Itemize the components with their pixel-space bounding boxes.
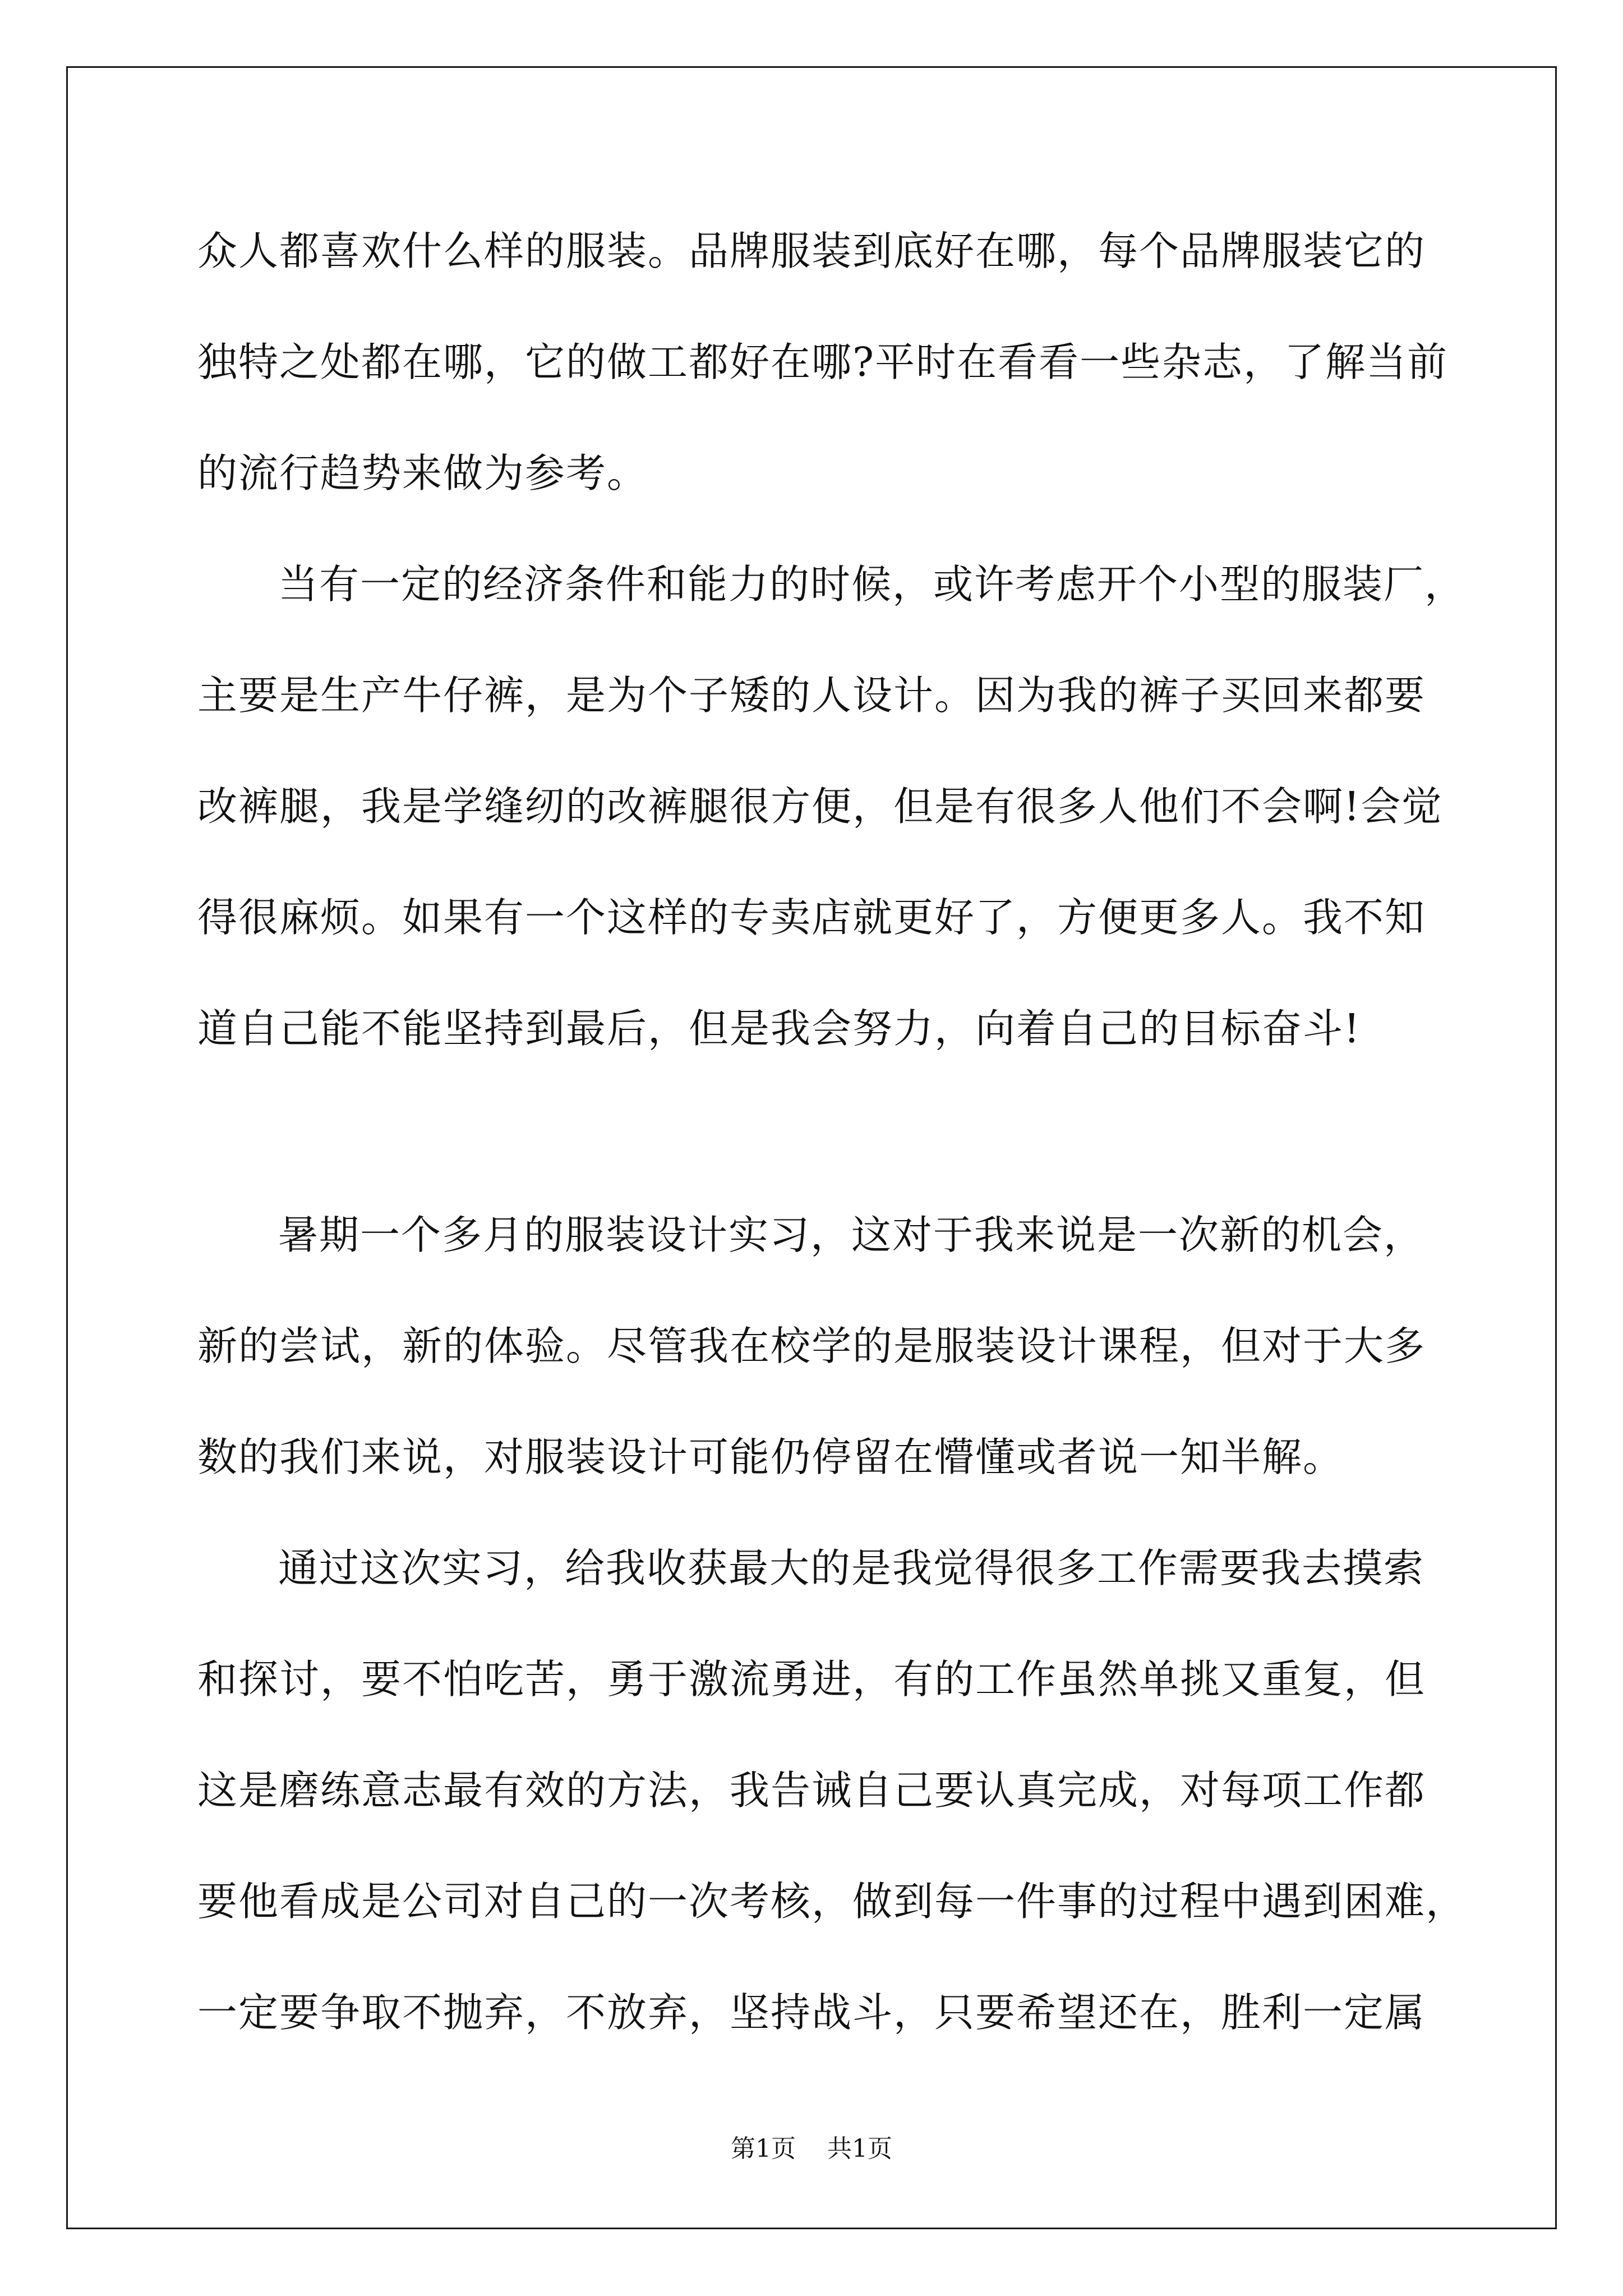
- text-line: 和探讨，要不怕吃苦，勇于激流勇进，有的工作虽然单挑又重复，但: [197, 1656, 1426, 1703]
- text-line: 主要是生产牛仔裤，是为个子矮的人设计。因为我的裤子买回来都要: [197, 672, 1426, 719]
- text-line: 新的尝试，新的体验。尽管我在校学的是服装设计课程，但对于大多: [197, 1323, 1426, 1369]
- text-line: 道自己能不能坚持到最后，但是我会努力，向着自己的目标奋斗!: [197, 1005, 1361, 1052]
- text-line: 得很麻烦。如果有一个这样的专卖店就更好了，方便更多人。我不知: [197, 894, 1426, 941]
- page-number-footer: 第1页 共1页: [731, 2134, 892, 2163]
- text-line: 数的我们来说，对服装设计可能仍停留在懵懂或者说一知半解。: [197, 1434, 1344, 1480]
- text-line: 暑期一个多月的服装设计实习，这对于我来说是一次新的机会，: [278, 1212, 1425, 1258]
- text-line: 通过这次实习，给我收获最大的是我觉得很多工作需要我去摸索: [278, 1545, 1425, 1591]
- text-line: 众人都喜欢什么样的服装。品牌服装到底好在哪，每个品牌服装它的: [197, 228, 1426, 274]
- text-line: 当有一定的经济条件和能力的时候，或许考虑开个小型的服装厂，: [278, 561, 1466, 608]
- text-line: 独特之处都在哪，它的做工都好在哪?平时在看看一些杂志，了解当前: [197, 339, 1449, 385]
- text-line: 一定要争取不抛弃，不放弃，坚持战斗，只要希望还在，胜利一定属: [197, 1989, 1426, 2036]
- text-line: 这是磨练意志最有效的方法，我告诫自己要认真完成，对每项工作都: [197, 1767, 1426, 1814]
- text-line: 要他看成是公司对自己的一次考核，做到每一件事的过程中遇到困难，: [197, 1878, 1467, 1925]
- text-line: 改裤腿，我是学缝纫的改裤腿很方便，但是有很多人他们不会啊!会觉: [197, 783, 1443, 830]
- text-line: 的流行趋势来做为参考。: [197, 450, 648, 496]
